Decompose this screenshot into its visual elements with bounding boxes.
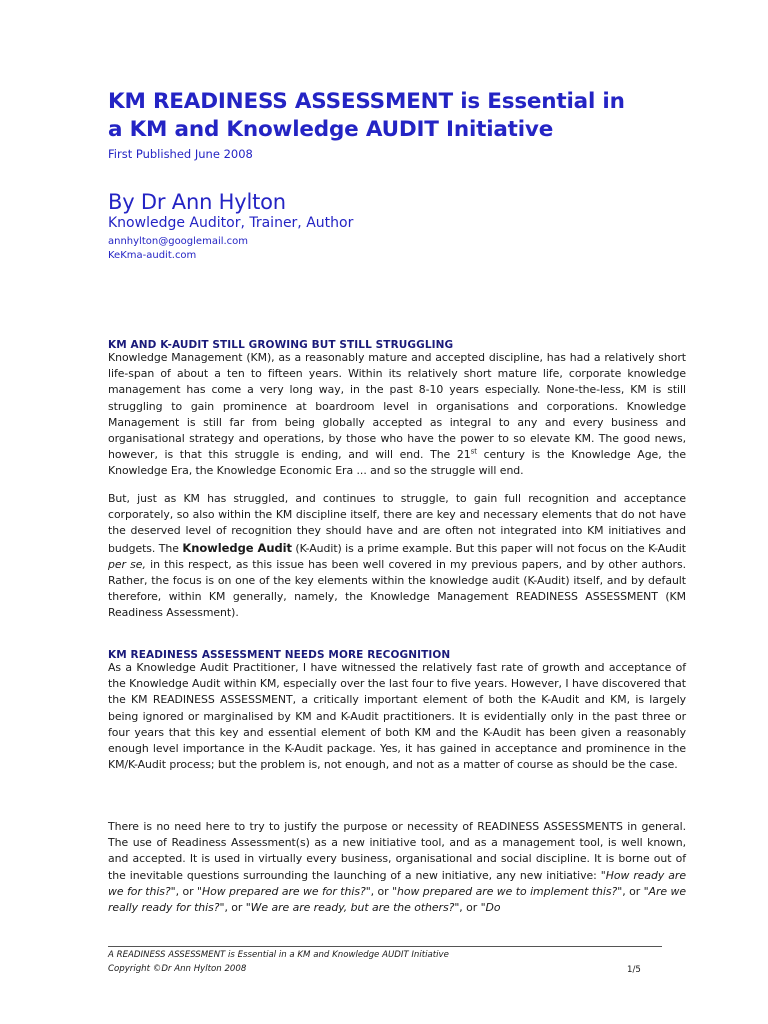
s2p2-text-intro: There is no need here to try to justify the purpose or necessity of READINESS ASSESSMENTS in general. The use of Readiness Assessment(s) as a new initiative tool, and as a management tool, is well known, and accepted. It is used in virtually every business, organisational and social discipline. It is borne out of the inevitable questions surrounding the launching of a new initiative, any new initiative: <box>108 820 686 882</box>
s1p2-text-b: (K-Audit) is a prime example. But this paper will not focus on the K-Audit <box>292 541 686 555</box>
s1p1-text-a: Knowledge Management (KM), as a reasonably mature and accepted discipline, has had a relatively short life-span of about a ten to fifteen years. Within its relatively short mature life, corporate knowledge management has come a very long way, in the past 8-10 years especially. None-the-less, KM is still struggling to gain prominence at boardroom level in organisations and corporations. Knowledge Management is still far from being globally accepted as integral to any and every business and organisational strategy and operations, by those who have the power to so elevate KM. The good news, however, is that this struggle is ending, and will end. The 21 <box>108 351 686 462</box>
section2-paragraph-2 <box>108 819 686 916</box>
document-title <box>108 88 708 144</box>
section1-paragraph-1 <box>108 350 686 480</box>
s2p2-sep-2: , or <box>370 884 393 898</box>
s1p2-bold-term: Knowledge Audit <box>182 540 292 555</box>
section-heading-2: KM READINESS ASSESSMENT NEEDS MORE RECOGNITION <box>108 649 451 661</box>
footer-running-title: A READINESS ASSESSMENT is Essential in a KM and Knowledge AUDIT Initiative <box>108 950 449 960</box>
s2p2-sep-1: , or <box>175 884 198 898</box>
s1p2-italic-term: per se, <box>108 557 146 571</box>
author-roles: Knowledge Auditor, Trainer, Author <box>108 215 354 231</box>
s2p2-quote-6: "Do <box>480 901 501 915</box>
s2p2-quote-2: "How prepared are we for this?" <box>197 884 371 898</box>
author-website: KeKma-audit.com <box>108 250 197 261</box>
s2p2-quote-1: "How ready are we for this?" <box>108 868 687 898</box>
s2p2-quote-5: "We are are ready, but are the others?" <box>245 901 460 915</box>
s1p1-text-b: century is the Knowledge Age, the Knowledge Era, the Knowledge Economic Era ... and so the struggle will end. <box>108 448 687 478</box>
title-line-1: KM READINESS ASSESSMENT is Essential in <box>108 89 625 114</box>
s2p2-sep-5: , or <box>459 901 481 915</box>
s2p2-sep-4: , or <box>224 901 246 915</box>
publication-date: First Published June 2008 <box>108 147 253 161</box>
s1p2-text-c: in this respect, as this issue has been well covered in my previous papers, and by other authors. Rather, the focus is on one of the key elements within the knowledge audit (K-Audit) itself, and by default therefore, within KM generally, namely, the Knowledge Management READINESS ASSESSMENT (KM Readiness Assessment). <box>108 557 686 620</box>
footer-copyright: Copyright ©Dr Ann Hylton 2008 <box>108 964 247 974</box>
author-name: By Dr Ann Hylton <box>108 190 286 214</box>
section2-paragraph-1: As a Knowledge Audit Practitioner, I have witnessed the relatively fast rate of growth and acceptance of the Knowledge Audit within KM, especially over the last four to five years. However, I have discovered that the KM READINESS ASSESSMENT, a critically important element of both the K-Audit and KM, is largely being ignored or marginalised by KM and K-Audit practitioners. It is evidentially only in the past three or four years that this key and essential element of both KM and the K-Audit has been given a reasonably enough level importance in the K-Audit package. Yes, it has gained in acceptance and prominence in the KM/K-Audit process; but the problem is, not enough, and not as a matter of course as should be the case. <box>108 661 686 772</box>
footer-divider <box>108 946 662 947</box>
s2p2-sep-3: , or <box>622 884 644 898</box>
s2p2-quote-4: "Are we really ready for this?" <box>108 884 687 915</box>
s1p2-text-a: But, just as KM has struggled, and continues to struggle, to gain full recognition and acceptance corporately, so also within the KM discipline itself, there are key and necessary elements that do not have the deserved level of recognition they should have and are often not integrated into KM initiatives and budgets. The <box>108 492 686 555</box>
title-line-2: a KM and Knowledge AUDIT Initiative <box>108 117 554 142</box>
author-email: annhylton@googlemail.com <box>108 236 249 247</box>
page-number: 1/5 <box>627 965 641 975</box>
s1p1-superscript: st <box>470 447 477 456</box>
s2p2-quote-3: "how prepared are we to implement this?" <box>392 884 623 898</box>
section-heading-1: KM AND K-AUDIT STILL GROWING BUT STILL STRUGGLING <box>108 339 454 351</box>
section1-paragraph-2 <box>108 491 686 622</box>
